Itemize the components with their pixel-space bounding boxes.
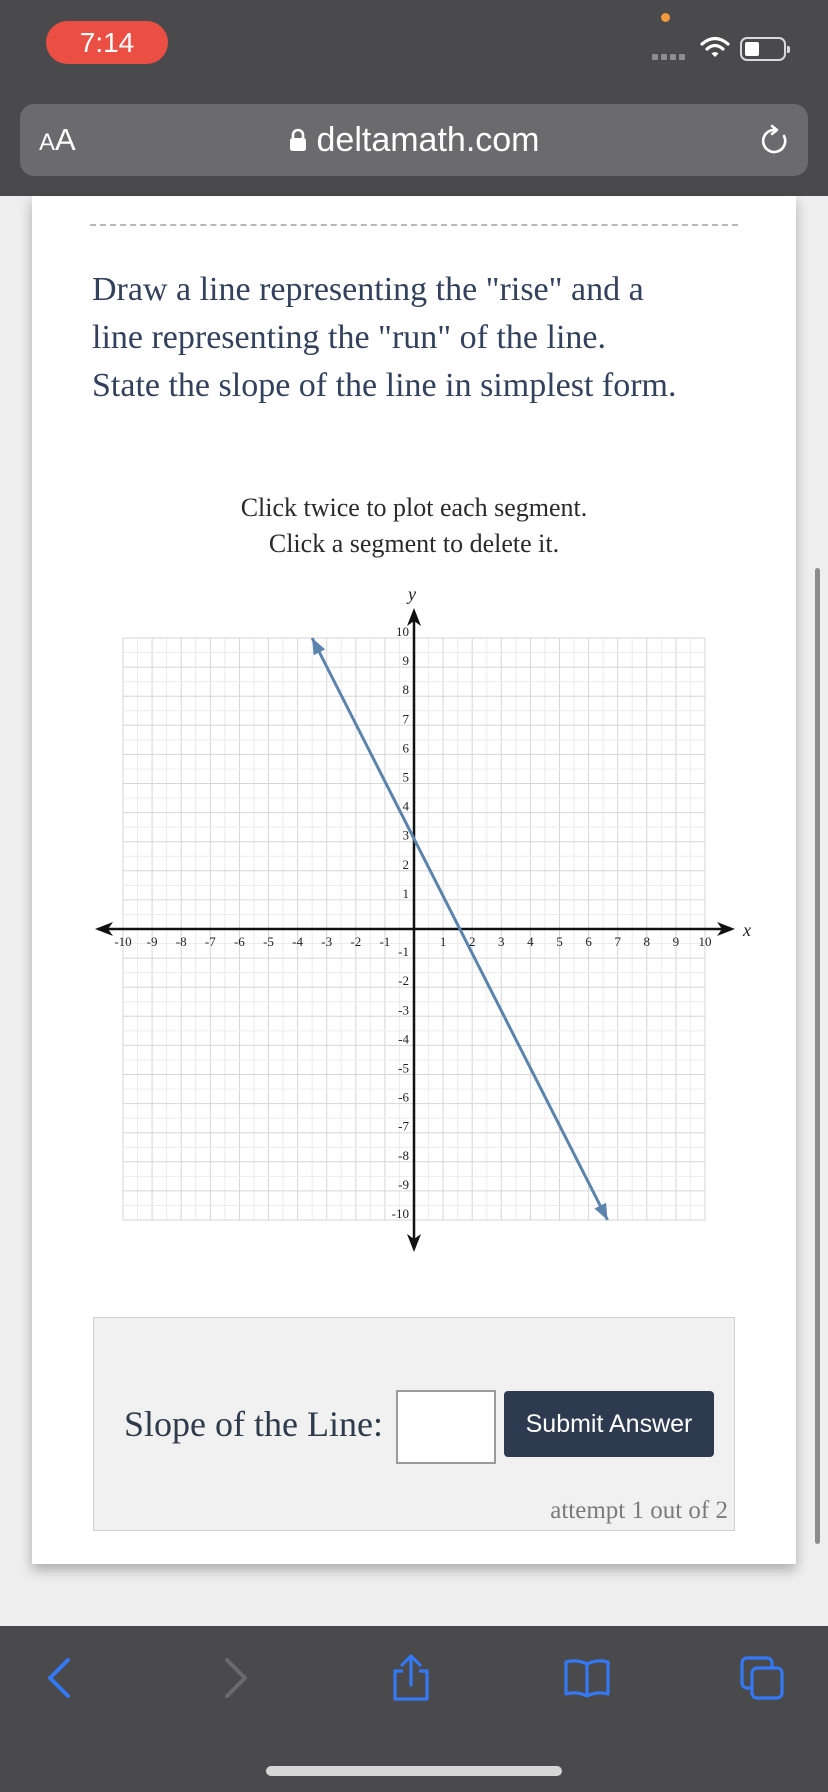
slope-input[interactable] bbox=[396, 1390, 496, 1464]
y-tick-label: 1 bbox=[402, 885, 409, 901]
prompt-line: State the slope of the line in simplest form. bbox=[92, 367, 677, 404]
y-tick-label: -10 bbox=[391, 1206, 409, 1221]
x-tick-label: -3 bbox=[321, 934, 333, 949]
x-tick-label: -6 bbox=[233, 934, 245, 949]
reload-icon[interactable] bbox=[758, 124, 792, 158]
url-text: deltamath.com bbox=[316, 120, 540, 159]
y-tick-label: 7 bbox=[402, 711, 409, 727]
status-time[interactable]: 7:14 bbox=[46, 21, 168, 64]
x-tick-label: 9 bbox=[672, 934, 680, 949]
y-tick-label: -2 bbox=[398, 973, 409, 989]
address-bar[interactable] bbox=[20, 104, 808, 176]
cellular-signal-icon bbox=[652, 54, 685, 60]
prompt-line: line representing the "run" of the line. bbox=[92, 319, 606, 356]
x-tick-label: -2 bbox=[350, 934, 362, 949]
back-icon bbox=[44, 1656, 74, 1700]
y-tick-label: 6 bbox=[402, 740, 409, 756]
x-tick-label: -9 bbox=[146, 934, 158, 949]
x-tick-label: -5 bbox=[263, 934, 274, 949]
submit-answer-button[interactable]: Submit Answer bbox=[504, 1391, 714, 1457]
x-tick-label: -7 bbox=[204, 934, 216, 949]
y-tick-label: -6 bbox=[398, 1089, 409, 1105]
x-tick-label: -1 bbox=[379, 934, 391, 949]
x-tick-label: 10 bbox=[698, 934, 712, 949]
wifi-icon bbox=[700, 36, 730, 58]
graph-instructions bbox=[0, 490, 828, 562]
y-tick-label: -7 bbox=[398, 1118, 409, 1134]
x-tick-label: -4 bbox=[292, 934, 304, 949]
tabs-icon bbox=[738, 1654, 786, 1702]
answer-box bbox=[93, 1317, 735, 1531]
reader-aa-button[interactable]: AA bbox=[39, 122, 76, 157]
x-tick-label: 8 bbox=[643, 934, 651, 949]
y-tick-label: -5 bbox=[398, 1060, 409, 1076]
lock-icon bbox=[289, 128, 307, 152]
y-tick-label: 9 bbox=[402, 653, 409, 669]
scrollbar[interactable] bbox=[815, 568, 820, 1544]
y-tick-label: 8 bbox=[402, 682, 409, 698]
prompt-line: Draw a line representing the "rise" and a bbox=[92, 271, 644, 308]
forward-icon bbox=[221, 1656, 251, 1700]
bookmarks-icon bbox=[562, 1656, 612, 1700]
x-tick-label: 2 bbox=[468, 934, 476, 949]
y-tick-label: -3 bbox=[398, 1002, 409, 1018]
x-tick-label: 5 bbox=[556, 934, 563, 949]
slope-label: Slope of the Line: bbox=[124, 1404, 383, 1444]
url-field[interactable] bbox=[20, 104, 808, 176]
y-tick-label: 5 bbox=[402, 769, 409, 785]
status-bar bbox=[0, 0, 828, 92]
x-tick-label: 7 bbox=[614, 934, 621, 949]
battery-icon bbox=[740, 37, 786, 61]
y-tick-label: -9 bbox=[398, 1176, 409, 1192]
x-tick-label: 4 bbox=[527, 934, 534, 949]
y-tick-label: -8 bbox=[398, 1147, 409, 1163]
x-tick-label: 6 bbox=[585, 934, 592, 949]
home-indicator[interactable] bbox=[266, 1766, 562, 1776]
y-tick-label: 3 bbox=[402, 827, 409, 843]
section-divider bbox=[90, 224, 738, 226]
y-axis-label: y bbox=[408, 584, 416, 604]
y-tick-label: -4 bbox=[398, 1031, 409, 1047]
problem-prompt bbox=[92, 266, 752, 410]
x-tick-label: 1 bbox=[439, 934, 447, 949]
forward-button[interactable] bbox=[208, 1650, 264, 1706]
coordinate-graph[interactable] bbox=[0, 580, 828, 1260]
share-button[interactable] bbox=[383, 1650, 439, 1706]
instruction-line: Click a segment to delete it. bbox=[268, 529, 560, 558]
privacy-indicator-icon bbox=[661, 13, 670, 22]
x-axis-label: x bbox=[743, 920, 751, 940]
attempt-counter: attempt 1 out of 2 bbox=[550, 1497, 728, 1524]
y-tick-label: 2 bbox=[402, 856, 409, 872]
y-tick-label: -1 bbox=[398, 944, 409, 960]
tabs-button[interactable] bbox=[734, 1650, 790, 1706]
back-button[interactable] bbox=[31, 1650, 87, 1706]
share-icon bbox=[389, 1653, 433, 1703]
y-tick-label: 4 bbox=[402, 798, 409, 814]
y-tick-label: 10 bbox=[396, 624, 409, 639]
x-tick-label: -10 bbox=[114, 934, 132, 949]
instruction-line: Click twice to plot each segment. bbox=[240, 493, 588, 522]
x-tick-label: 3 bbox=[498, 934, 505, 949]
x-tick-label: -8 bbox=[175, 934, 187, 949]
bookmarks-button[interactable] bbox=[559, 1650, 615, 1706]
